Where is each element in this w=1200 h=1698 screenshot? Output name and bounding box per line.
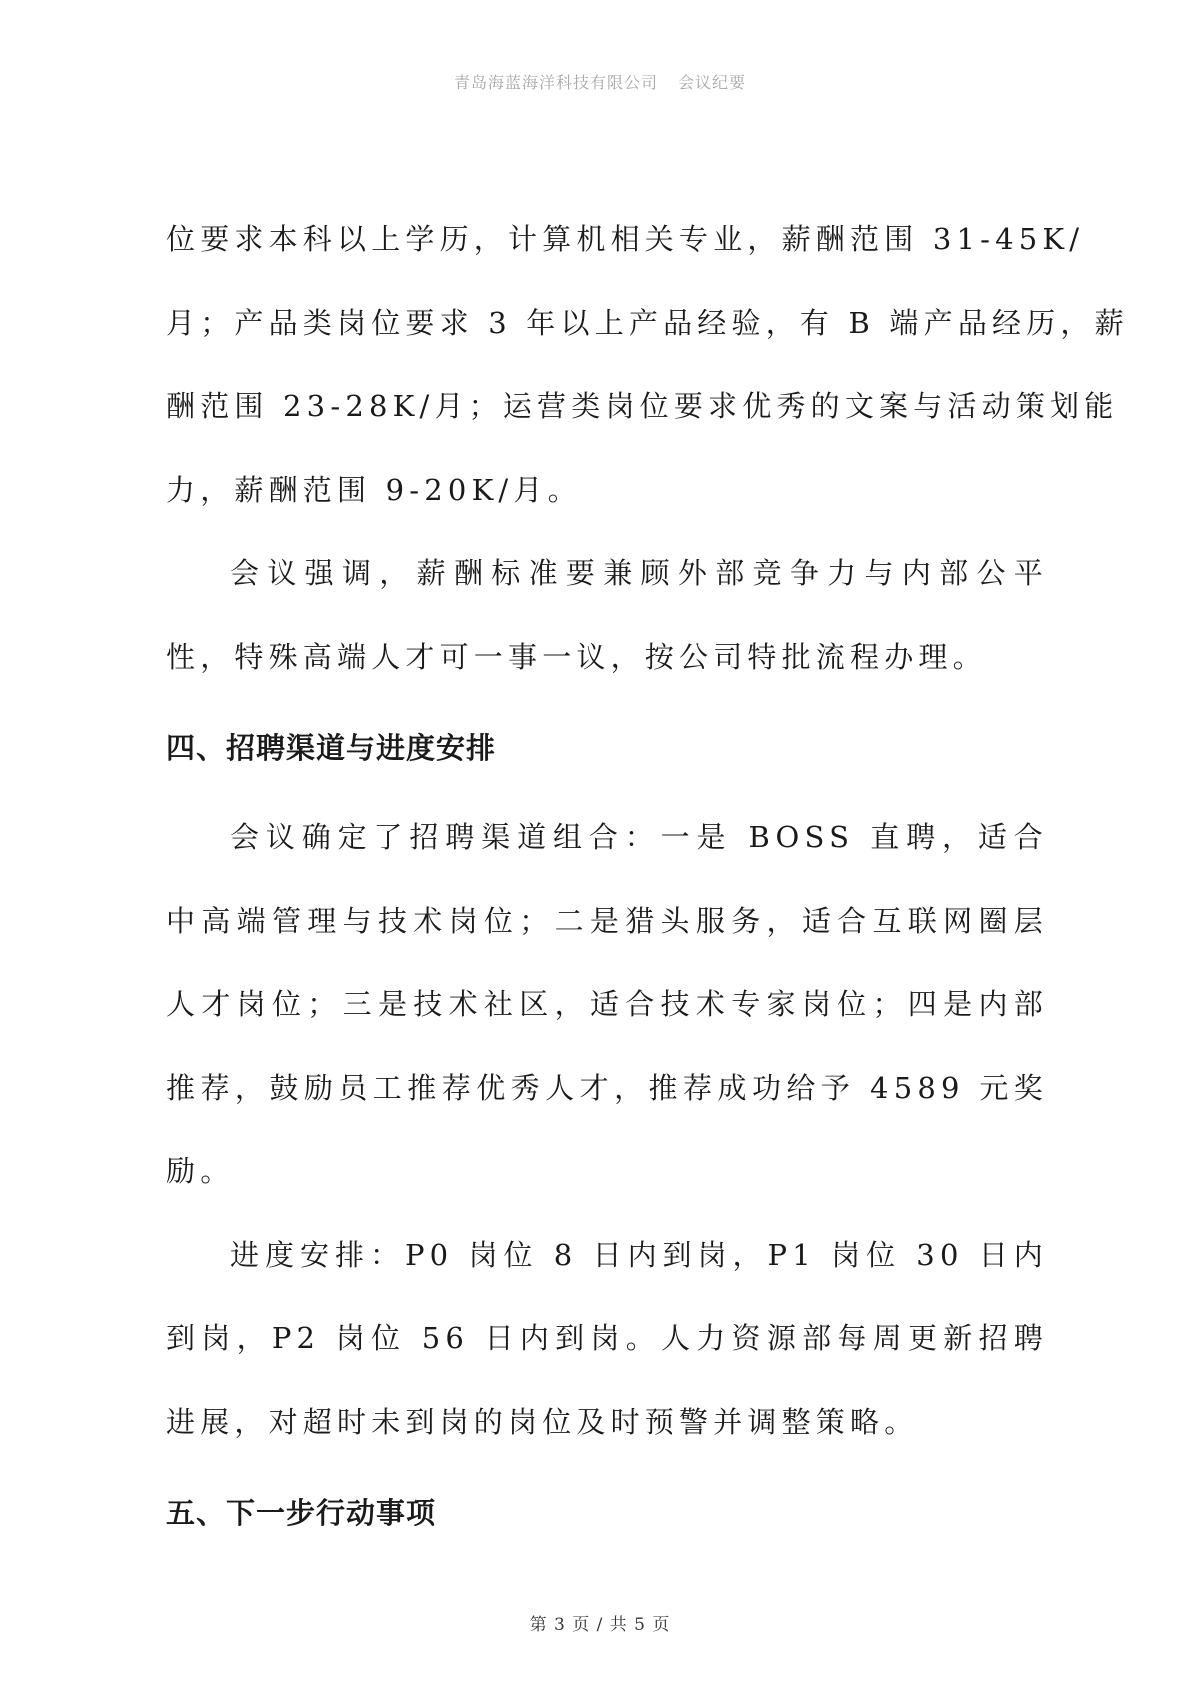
- text-line: 酬范围 23-28K/月；运营类岗位要求优秀的文案与活动策划能: [166, 389, 1119, 423]
- text-line: 力，薪酬范围 9-20K/月。: [166, 472, 582, 507]
- header-company: 青岛海蓝海洋科技有限公司: [453, 73, 658, 92]
- paragraph-schedule: 进度安排：P0 岗位 8 日内到岗，P1 岗位 30 日内到岗，P2 岗位 56 日内到岗。人力资源部每周更新招聘进展，对超时未到岗的岗位及时预警并调整策略。: [166, 1237, 1048, 1439]
- section-heading-recruitment-channels: 四、招聘渠道与进度安排: [166, 731, 497, 765]
- page-number: 第 3 页 / 共 5 页: [529, 1615, 671, 1635]
- document-body: [166, 198, 1129, 1533]
- paragraph-salary-emphasis: 会议强调，薪酬标准要兼顾外部竞争力与内部公平性，特殊高端人才可一事一议，按公司特批流程办理。: [166, 556, 1048, 674]
- paragraph-salary-continued: [166, 198, 1129, 532]
- page-header: [0, 70, 1200, 93]
- section-heading-next-actions: 五、下一步行动事项: [166, 1496, 437, 1530]
- text-line: 月；产品类岗位要求 3 年以上产品经验，有 B 端产品经历，薪: [166, 305, 1129, 340]
- text-line: 位要求本科以上学历，计算机相关专业，薪酬范围 31-45K/: [166, 222, 1085, 256]
- header-doc-type: 会议纪要: [678, 73, 747, 92]
- paragraph-channels: 会议确定了招聘渠道组合：一是 BOSS 直聘，适合中高端管理与技术岗位；二是猎头服务，适合互联网圈层人才岗位；三是技术社区，适合技术专家岗位；四是内部推荐，鼓励员工推荐优秀人才，推荐成功给予 4589 元奖励。: [166, 820, 1048, 1188]
